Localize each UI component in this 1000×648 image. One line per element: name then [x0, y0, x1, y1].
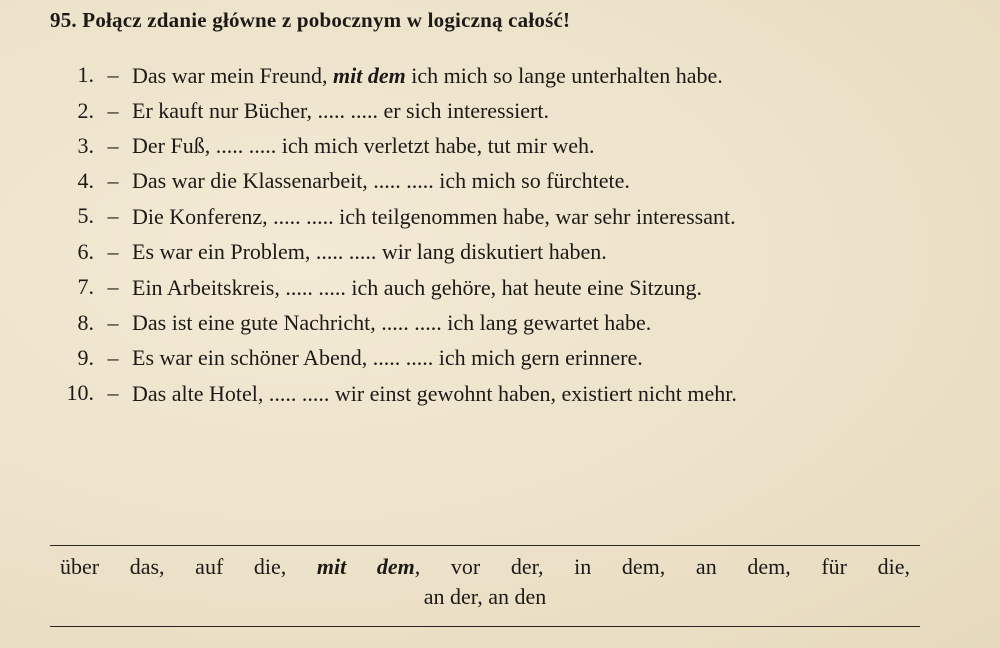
- list-item: [50, 168, 930, 194]
- item-text: [132, 62, 930, 89]
- item-text-after: ich mich so lange unterhalten habe.: [405, 63, 723, 88]
- item-number: 4.: [77, 168, 94, 193]
- item-number: 3.: [77, 133, 94, 158]
- item-dash: –: [107, 345, 119, 370]
- item-text: Es war ein Problem, ..... ..... wir lang diskutiert haben.: [132, 239, 607, 264]
- item-text: Das alte Hotel, ..... ..... wir einst gewohnt haben, existiert nicht mehr.: [132, 381, 737, 406]
- item-dash: –: [107, 380, 119, 405]
- list-item: [50, 345, 930, 371]
- item-number: 6.: [77, 239, 94, 264]
- item-text: Er kauft nur Bücher, ..... ..... er sich interessiert.: [132, 98, 549, 123]
- list-item: [50, 98, 930, 124]
- item-dash: –: [107, 98, 119, 123]
- exercise-title: 95. Połącz zdanie główne z pobocznym w logiczną całość!: [50, 8, 571, 32]
- answer-box-bottom-rule: [50, 626, 920, 627]
- item-dash: –: [107, 168, 119, 193]
- item-number: 5.: [77, 203, 94, 228]
- item-dash: –: [107, 133, 119, 158]
- item-emphasis: mit dem: [333, 63, 406, 88]
- item-text: Das ist eine gute Nachricht, ..... ..... ich lang gewartet habe.: [132, 310, 652, 335]
- answer-box: [50, 552, 920, 612]
- item-dash: –: [107, 203, 119, 228]
- item-dash: –: [107, 274, 119, 299]
- list-item: [50, 239, 930, 265]
- item-text: Das war die Klassenarbeit, ..... ..... ich mich so fürchtete.: [132, 168, 630, 193]
- item-number: 7.: [77, 274, 94, 299]
- list-item: [50, 380, 930, 407]
- item-dash: –: [107, 310, 119, 335]
- item-dash: –: [107, 62, 119, 87]
- item-number: 2.: [77, 98, 94, 123]
- list-item: [50, 133, 930, 159]
- list-item: [50, 203, 930, 230]
- answer-text-before: über das, auf die,: [60, 554, 317, 579]
- item-text: Ein Arbeitskreis, ..... ..... ich auch gehöre, hat heute eine Sitzung.: [132, 275, 703, 300]
- item-text: Der Fuß, ..... ..... ich mich verletzt habe, tut mir weh.: [132, 133, 595, 158]
- answer-box-top-rule: [50, 545, 920, 546]
- item-dash: –: [107, 239, 119, 264]
- list-item: [50, 274, 930, 301]
- answer-line-2: an der, an den: [423, 584, 547, 609]
- item-number: 8.: [77, 310, 94, 335]
- item-number: 1.: [77, 62, 94, 87]
- item-number: 9.: [77, 345, 94, 370]
- item-number: 10.: [66, 380, 94, 405]
- item-text-before: Das war mein Freund,: [132, 63, 334, 88]
- list-item: [50, 310, 930, 336]
- answer-text-after: , vor der, in dem, an dem, für die,: [414, 554, 910, 579]
- item-text: Es war ein schöner Abend, ..... ..... ich mich gern erinnere.: [132, 345, 643, 370]
- list-item: [50, 62, 930, 89]
- answer-line-1: [50, 552, 920, 582]
- exercise-list: [50, 62, 930, 416]
- answer-emphasis: mit dem: [316, 554, 415, 579]
- item-text: Die Konferenz, ..... ..... ich teilgenommen habe, war sehr interessant.: [132, 204, 736, 229]
